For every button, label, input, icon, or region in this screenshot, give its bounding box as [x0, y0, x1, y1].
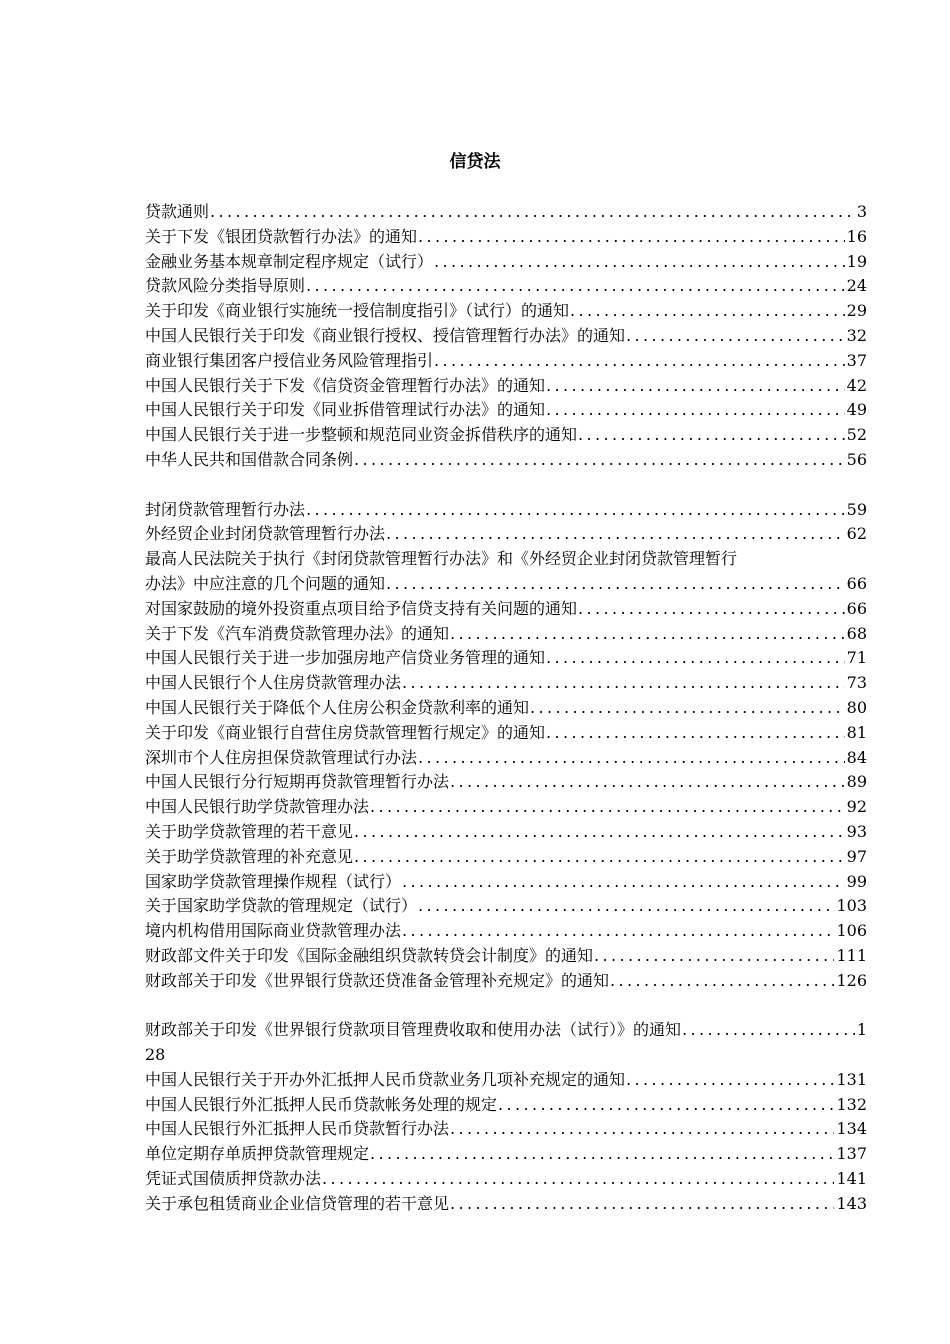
dot-leader — [402, 919, 834, 944]
toc-entry[interactable] — [145, 324, 867, 349]
toc-entry-page: 106 — [836, 921, 867, 941]
toc-entry-page: 134 — [836, 1119, 867, 1139]
toc-entry-title: 关于下发《汽车消费贷款管理办法》的通知 — [145, 623, 450, 643]
toc-entry-title: 对国家鼓励的境外投资重点项目给予信贷支持有关问题的通知 — [145, 598, 578, 618]
toc-entry-title: 财政部关于印发《世界银行贷款项目管理费收取和使用办法（试行）》的通知 — [145, 1020, 682, 1040]
toc-entry-page: 93 — [846, 821, 867, 841]
toc-entry-page: 97 — [846, 846, 867, 866]
dot-leader — [434, 250, 845, 275]
toc-entry-title: 关于承包租赁商业企业信贷管理的若干意见 — [145, 1193, 450, 1213]
toc-entry-title: 凭证式国债质押贷款办法 — [145, 1169, 322, 1189]
dot-leader — [570, 299, 845, 324]
toc-entry-page: 29 — [846, 301, 867, 321]
toc-entry-wrapped-line[interactable]: 最高人民法院关于执行《封闭贷款管理暂行办法》和《外经贸企业封闭贷款管理暂行 — [145, 549, 738, 569]
toc-entry-page: 32 — [846, 325, 867, 345]
toc-group-3 — [145, 1018, 867, 1216]
dot-leader — [418, 894, 834, 919]
toc-entry[interactable] — [145, 746, 867, 771]
dot-leader — [626, 324, 845, 349]
toc-entry-title: 单位定期存单质押贷款管理规定 — [145, 1144, 370, 1164]
toc-entry[interactable] — [145, 274, 867, 299]
toc-entry-title: 财政部文件关于印发《国际金融组织贷款转贷会计制度》的通知 — [145, 945, 594, 965]
toc-entry[interactable] — [145, 349, 867, 374]
toc-entry-title: 商业银行集团客户授信业务风险管理指引 — [145, 350, 434, 370]
toc-entry-page: 71 — [846, 648, 867, 668]
toc-entry-page: 66 — [846, 598, 867, 618]
dot-leader — [546, 374, 845, 399]
toc-entry-title: 贷款通则 — [145, 202, 210, 221]
toc-entry[interactable] — [145, 597, 867, 622]
toc-entry[interactable] — [145, 299, 867, 324]
toc-entry-title: 中国人民银行关于进一步整顿和规范同业资金拆借秩序的通知 — [145, 425, 578, 445]
toc-entry[interactable] — [145, 1093, 867, 1118]
toc-entry-title: 关于助学贷款管理的若干意见 — [145, 821, 354, 841]
toc-entry-page: 66 — [846, 573, 867, 593]
document-title: 信贷法 — [449, 152, 501, 172]
toc-entry-title: 中国人民银行关于降低个人住房公积金贷款利率的通知 — [145, 697, 530, 717]
toc-entry-title: 办法》中应注意的几个问题的通知 — [145, 573, 386, 593]
dot-leader — [450, 1117, 834, 1142]
toc-entry[interactable] — [145, 622, 867, 647]
toc-entry[interactable] — [145, 1068, 867, 1093]
toc-entry[interactable] — [145, 1192, 867, 1217]
toc-entry[interactable] — [145, 572, 867, 597]
dot-leader — [530, 696, 845, 721]
dot-leader — [578, 597, 845, 622]
dot-leader — [450, 622, 845, 647]
toc-entry-page: 3 — [856, 202, 867, 221]
toc-entry-page: 103 — [836, 896, 867, 916]
toc-entry-page: 42 — [846, 375, 867, 395]
dot-leader — [546, 398, 845, 423]
toc-entry-title: 封闭贷款管理暂行办法 — [145, 499, 306, 519]
toc-entry-title: 中国人民银行分行短期再贷款管理暂行办法 — [145, 772, 450, 792]
dot-leader — [682, 1018, 855, 1043]
dot-leader — [418, 746, 845, 771]
dot-leader — [386, 572, 845, 597]
dot-leader — [610, 969, 834, 994]
toc-entry[interactable] — [145, 225, 867, 250]
toc-entry-title: 中国人民银行关于下发《信贷资金管理暂行办法》的通知 — [145, 375, 546, 395]
dot-leader — [322, 1167, 834, 1192]
toc-group-2 — [145, 498, 867, 994]
toc-entry-title: 中国人民银行关于开办外汇抵押人民币贷款业务几项补充规定的通知 — [145, 1069, 626, 1089]
toc-entry-page: 132 — [836, 1094, 867, 1114]
toc-entry-title: 关于国家助学贷款的管理规定（试行） — [145, 896, 418, 916]
toc-entry[interactable] — [145, 1117, 867, 1142]
toc-entry-page: 141 — [836, 1169, 867, 1189]
toc-entry-page: 126 — [836, 970, 867, 990]
dot-leader — [354, 820, 845, 845]
toc-entry-title: 境内机构借用国际商业贷款管理办法 — [145, 921, 402, 941]
dot-leader — [354, 448, 845, 473]
table-of-contents — [145, 200, 867, 1217]
toc-entry-page: 143 — [836, 1193, 867, 1213]
toc-entry-page: 111 — [836, 945, 867, 965]
toc-entry-title: 关于助学贷款管理的补充意见 — [145, 846, 354, 866]
toc-entry[interactable] — [145, 671, 867, 696]
toc-entry[interactable] — [145, 820, 867, 845]
toc-entry-title: 中国人民银行关于印发《同业拆借管理试行办法》的通知 — [145, 400, 546, 420]
toc-entry[interactable] — [145, 646, 867, 671]
dot-leader — [370, 795, 845, 820]
toc-entry-page: 56 — [846, 449, 867, 469]
toc-entry[interactable] — [145, 250, 867, 275]
toc-entry-title: 关于下发《银团贷款暂行办法》的通知 — [145, 226, 418, 246]
dot-leader — [626, 1068, 834, 1093]
toc-entry-title: 中国人民银行外汇抵押人民币贷款帐务处理的规定 — [145, 1094, 498, 1114]
toc-entry[interactable] — [145, 894, 867, 919]
toc-entry-page: 16 — [846, 226, 867, 246]
toc-entry-title: 关于印发《商业银行自营住房贷款管理暂行规定》的通知 — [145, 722, 546, 742]
toc-entry[interactable] — [145, 1167, 867, 1192]
dot-leader — [306, 498, 845, 523]
toc-group-1 — [145, 200, 867, 473]
toc-entry-title: 中国人民银行个人住房贷款管理办法 — [145, 673, 402, 693]
toc-entry-page-part2: 28 — [145, 1045, 166, 1065]
toc-entry-title: 国家助学贷款管理操作规程（试行） — [145, 871, 402, 891]
toc-entry[interactable] — [145, 200, 867, 225]
dot-leader — [434, 349, 845, 374]
toc-entry-page: 89 — [846, 772, 867, 792]
toc-entry-title: 深圳市个人住房担保贷款管理试行办法 — [145, 747, 418, 767]
dot-leader — [450, 770, 845, 795]
toc-entry[interactable] — [145, 696, 867, 721]
toc-entry-page: 24 — [846, 276, 867, 296]
toc-entry-page: 49 — [846, 400, 867, 420]
toc-entry-title: 中华人民共和国借款合同条例 — [145, 449, 354, 469]
toc-entry-page: 81 — [846, 722, 867, 742]
toc-entry-page-part1: 1 — [856, 1020, 867, 1040]
toc-entry[interactable] — [145, 795, 867, 820]
toc-entry-page: 37 — [846, 350, 867, 370]
toc-entry[interactable] — [145, 374, 867, 399]
dot-leader — [498, 1093, 834, 1118]
toc-entry-title: 金融业务基本规章制定程序规定（试行） — [145, 251, 434, 271]
toc-entry-page: 68 — [846, 623, 867, 643]
toc-entry-title: 中国人民银行关于印发《商业银行授权、授信管理暂行办法》的通知 — [145, 325, 626, 345]
dot-leader — [386, 522, 845, 547]
toc-entry-page: 19 — [846, 251, 867, 271]
toc-entry-title: 关于印发《商业银行实施统一授信制度指引》（试行）的通知 — [145, 301, 570, 321]
toc-entry-title: 中国人民银行外汇抵押人民币贷款暂行办法 — [145, 1119, 450, 1139]
toc-entry[interactable] — [145, 522, 867, 547]
toc-entry[interactable] — [145, 770, 867, 795]
toc-entry[interactable] — [145, 919, 867, 944]
toc-entry-title: 中国人民银行关于进一步加强房地产信贷业务管理的通知 — [145, 648, 546, 668]
dot-leader — [402, 671, 845, 696]
dot-leader — [594, 944, 834, 969]
dot-leader — [546, 721, 845, 746]
toc-entry-title: 中国人民银行助学贷款管理办法 — [145, 797, 370, 817]
toc-entry[interactable] — [145, 398, 867, 423]
dot-leader — [354, 845, 845, 870]
dot-leader — [306, 274, 845, 299]
toc-entry-page: 73 — [846, 673, 867, 693]
toc-entry-page: 62 — [846, 524, 867, 544]
toc-entry[interactable] — [145, 498, 867, 523]
toc-entry[interactable] — [145, 870, 867, 895]
toc-entry-page: 99 — [846, 871, 867, 891]
dot-leader — [546, 646, 845, 671]
toc-entry-title: 财政部关于印发《世界银行贷款还贷准备金管理补充规定》的通知 — [145, 970, 610, 990]
toc-entry-page: 84 — [846, 747, 867, 767]
dot-leader — [210, 200, 855, 225]
toc-entry-page: 92 — [846, 797, 867, 817]
toc-entry[interactable] — [145, 448, 867, 473]
dot-leader — [418, 225, 845, 250]
toc-entry[interactable] — [145, 1018, 867, 1043]
dot-leader — [402, 870, 845, 895]
toc-entry-page: 137 — [836, 1144, 867, 1164]
toc-entry[interactable] — [145, 969, 867, 994]
toc-entry-page: 59 — [846, 499, 867, 519]
toc-entry-title: 贷款风险分类指导原则 — [145, 276, 306, 296]
toc-entry[interactable] — [145, 721, 867, 746]
toc-entry[interactable] — [145, 423, 867, 448]
toc-entry-title: 外经贸企业封闭贷款管理暂行办法 — [145, 524, 386, 544]
dot-leader — [450, 1192, 834, 1217]
dot-leader — [578, 423, 845, 448]
toc-entry-page: 52 — [846, 425, 867, 445]
toc-entry[interactable] — [145, 845, 867, 870]
toc-entry[interactable] — [145, 944, 867, 969]
toc-entry[interactable] — [145, 1142, 867, 1167]
dot-leader — [370, 1142, 834, 1167]
toc-entry-page: 131 — [836, 1069, 867, 1089]
toc-entry-page: 80 — [846, 697, 867, 717]
